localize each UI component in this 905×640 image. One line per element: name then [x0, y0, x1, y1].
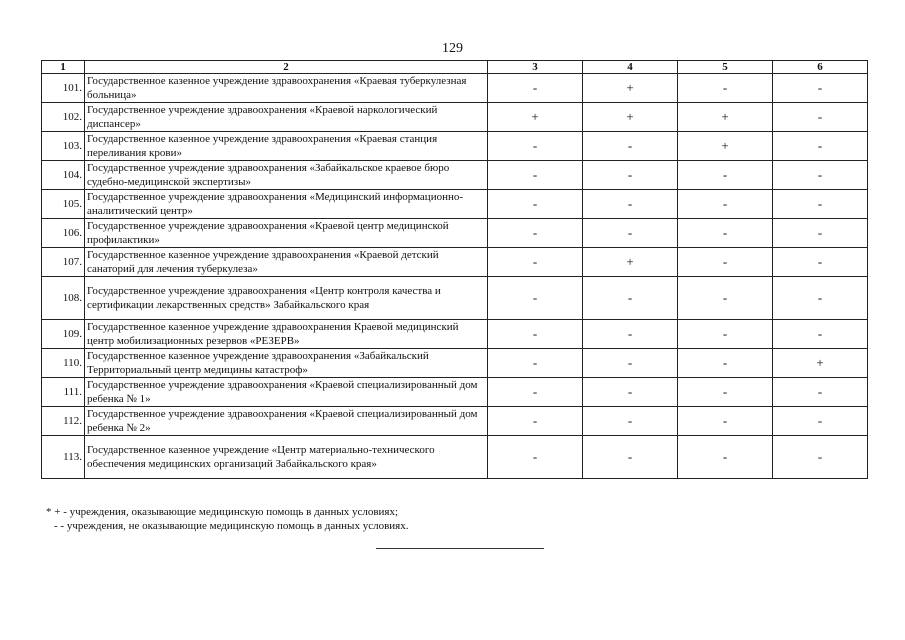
institution-name: Государственное казенное учреждение здравоохранения «Краевой детский санаторий для лечения туберкулеза» [85, 248, 488, 277]
footnote-line-plus: * + - учреждения, оказывающие медицинскую помощь в данных условиях; [46, 506, 399, 518]
institution-name: Государственное учреждение здравоохранения «Забайкальское краевое бюро судебно-медицинской экспертизы» [85, 161, 488, 190]
cell-col5: - [678, 436, 773, 479]
cell-col5: - [678, 407, 773, 436]
table-row [42, 248, 868, 277]
row-number: 102. [42, 103, 85, 132]
table-row [42, 277, 868, 320]
cell-col4: + [583, 74, 678, 103]
row-number: 106. [42, 219, 85, 248]
table-row [42, 161, 868, 190]
footnote [46, 505, 408, 533]
page-number: 129 [442, 41, 463, 56]
table-row [42, 349, 868, 378]
cell-col3: - [488, 190, 583, 219]
cell-col6: + [773, 349, 868, 378]
cell-col6: - [773, 277, 868, 320]
cell-col3: - [488, 320, 583, 349]
cell-col5: - [678, 248, 773, 277]
row-number: 113. [42, 436, 85, 479]
table-row [42, 103, 868, 132]
row-number: 108. [42, 277, 85, 320]
cell-col4: - [583, 436, 678, 479]
cell-col4: + [583, 103, 678, 132]
cell-col4: - [583, 277, 678, 320]
column-header: 5 [678, 61, 773, 74]
row-number: 110. [42, 349, 85, 378]
table-row [42, 219, 868, 248]
cell-col4: - [583, 190, 678, 219]
institutions-table [41, 60, 868, 479]
table-row [42, 74, 868, 103]
row-number: 107. [42, 248, 85, 277]
column-header: 4 [583, 61, 678, 74]
column-header: 2 [85, 61, 488, 74]
institution-name: Государственное учреждение здравоохранения «Краевой специализированный дом ребенка № 1» [85, 378, 488, 407]
footnote-line-minus: - - учреждения, не оказывающие медицинскую помощь в данных условиях. [54, 520, 409, 532]
institution-name: Государственное учреждение здравоохранения «Краевой центр медицинской профилактики» [85, 219, 488, 248]
cell-col4: - [583, 378, 678, 407]
institution-name: Государственное казенное учреждение здравоохранения «Краевая туберкулезная больница» [85, 74, 488, 103]
institution-name: Государственное казенное учреждение здравоохранения «Краевая станция переливания крови» [85, 132, 488, 161]
cell-col3: - [488, 378, 583, 407]
cell-col6: - [773, 378, 868, 407]
row-number: 109. [42, 320, 85, 349]
cell-col3: - [488, 407, 583, 436]
table-row [42, 132, 868, 161]
institution-name: Государственное казенное учреждение «Центр материально-технического обеспечения медицинских организаций Забайкальского края» [85, 436, 488, 479]
row-number: 111. [42, 378, 85, 407]
row-number: 112. [42, 407, 85, 436]
cell-col4: - [583, 161, 678, 190]
cell-col3: + [488, 103, 583, 132]
cell-col3: - [488, 248, 583, 277]
cell-col6: - [773, 436, 868, 479]
cell-col6: - [773, 190, 868, 219]
cell-col5: - [678, 320, 773, 349]
table-row [42, 378, 868, 407]
table-row [42, 320, 868, 349]
cell-col3: - [488, 277, 583, 320]
cell-col3: - [488, 349, 583, 378]
institution-name: Государственное учреждение здравоохранения «Краевой наркологический диспансер» [85, 103, 488, 132]
cell-col6: - [773, 320, 868, 349]
cell-col5: - [678, 161, 773, 190]
cell-col6: - [773, 248, 868, 277]
cell-col5: - [678, 378, 773, 407]
cell-col5: - [678, 74, 773, 103]
cell-col6: - [773, 74, 868, 103]
cell-col4: - [583, 349, 678, 378]
end-divider [376, 548, 544, 549]
cell-col6: - [773, 103, 868, 132]
cell-col3: - [488, 132, 583, 161]
table-row [42, 190, 868, 219]
institution-name: Государственное казенное учреждение здравоохранения Краевой медицинский центр мобилизационных резервов «РЕЗЕРВ» [85, 320, 488, 349]
cell-col3: - [488, 161, 583, 190]
cell-col6: - [773, 407, 868, 436]
institution-name: Государственное учреждение здравоохранения «Краевой специализированный дом ребенка № 2» [85, 407, 488, 436]
cell-col5: - [678, 277, 773, 320]
cell-col6: - [773, 219, 868, 248]
row-number: 103. [42, 132, 85, 161]
cell-col6: - [773, 132, 868, 161]
cell-col3: - [488, 436, 583, 479]
cell-col6: - [773, 161, 868, 190]
cell-col3: - [488, 74, 583, 103]
institution-name: Государственное учреждение здравоохранения «Центр контроля качества и сертификации лекарственных средств» Забайкальского края [85, 277, 488, 320]
institution-name: Государственное учреждение здравоохранения «Медицинский информационно-аналитический центр» [85, 190, 488, 219]
cell-col4: + [583, 248, 678, 277]
cell-col5: - [678, 190, 773, 219]
column-header: 1 [42, 61, 85, 74]
cell-col5: - [678, 219, 773, 248]
row-number: 104. [42, 161, 85, 190]
cell-col4: - [583, 132, 678, 161]
cell-col5: + [678, 103, 773, 132]
table-header-row [42, 61, 868, 74]
cell-col4: - [583, 219, 678, 248]
cell-col5: + [678, 132, 773, 161]
cell-col5: - [678, 349, 773, 378]
column-header: 6 [773, 61, 868, 74]
row-number: 101. [42, 74, 85, 103]
row-number: 105. [42, 190, 85, 219]
cell-col3: - [488, 219, 583, 248]
cell-col4: - [583, 320, 678, 349]
table-row [42, 407, 868, 436]
column-header: 3 [488, 61, 583, 74]
cell-col4: - [583, 407, 678, 436]
institution-name: Государственное казенное учреждение здравоохранения «Забайкальский Территориальный центр медицины катастроф» [85, 349, 488, 378]
table-row [42, 436, 868, 479]
